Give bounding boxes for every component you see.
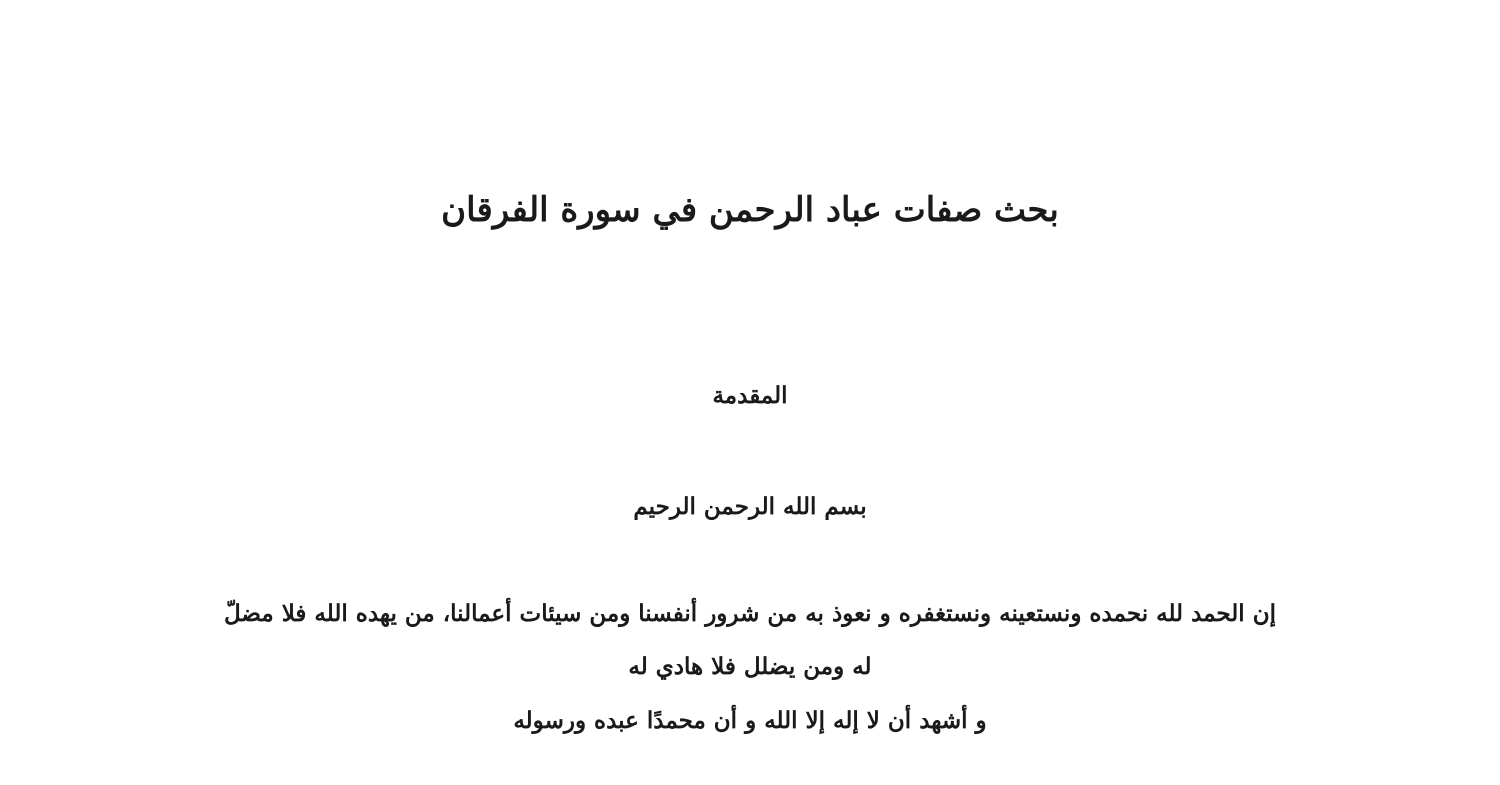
paragraph-line: و أشهد أن لا إله إلا الله و أن محمدًا عبده ورسوله <box>513 707 987 734</box>
basmala-line: بسم الله الرحمن الرحيم <box>633 493 867 520</box>
section-heading: المقدمة <box>712 382 788 409</box>
paragraph-line: له ومن يضلل فلا هادي له <box>628 653 872 680</box>
paragraph-line: إن الحمد لله نحمده ونستعينه ونستغفره و نعوذ به من شرور أنفسنا ومن سيئات أعمالنا، من يهده الله فلا مضلّ <box>224 600 1276 627</box>
document-title: بحث صفات عباد الرحمن في سورة الفرقان <box>441 190 1059 230</box>
